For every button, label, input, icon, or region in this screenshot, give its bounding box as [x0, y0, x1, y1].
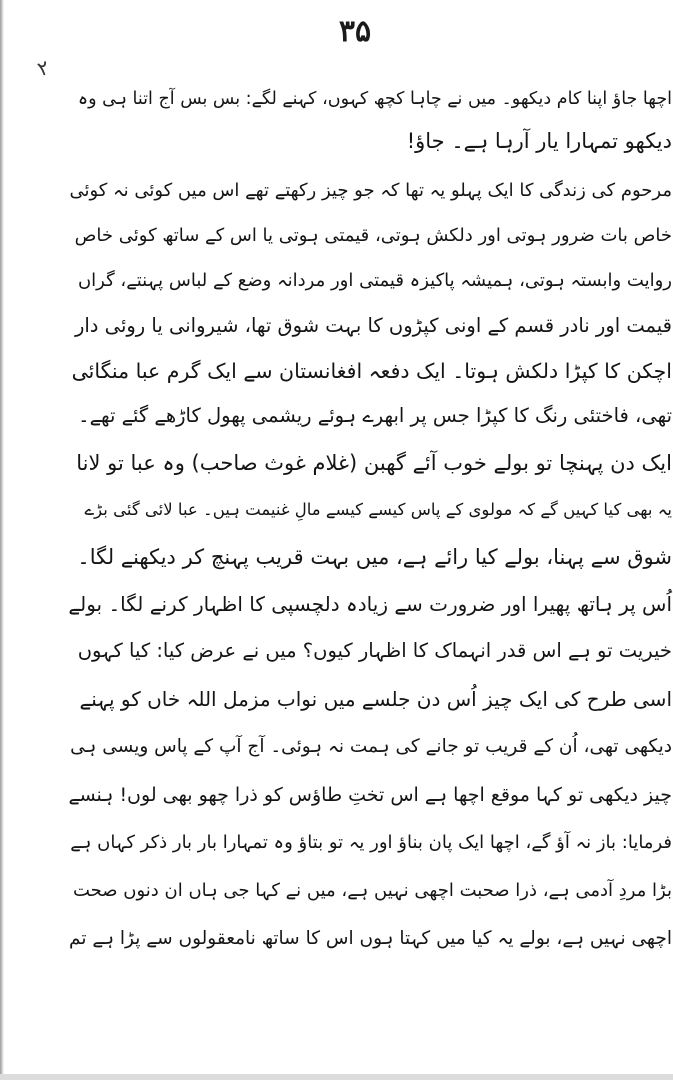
- scan-bottom-edge: [0, 1074, 673, 1080]
- text-line-14: اسی طرح کی ایک چیز اُس دن جلسے میں نواب مزمل اللہ خاں کو پہنے: [79, 687, 672, 711]
- text-line-1: اچھا جاؤ اپنا کام دیکھو۔ میں نے چاہا کچھ کہوں، کہنے لگے: بس بس آج اتنا ہی وہ: [77, 89, 672, 109]
- text-line-13: خیریت تو ہے اس قدر انہماک کا اظہار کیوں؟ میں نے عرض کیا: کیا کہوں: [77, 639, 672, 662]
- page-number: ۳۵: [338, 14, 372, 49]
- text-line-4: خاص بات ضرور ہوتی اور دلکش ہوتی، قیمتی ہوتی یا اس کے ساتھ کوئی خاص: [74, 225, 672, 246]
- text-line-15: دیکھی تھی، اُن کے قریب تو جانے کی ہمت نہ ہوئی۔ آج آپ کے پاس ویسی ہی: [70, 736, 672, 757]
- text-line-19: اچھی نہیں ہے، بولے یہ کیا میں کہتا ہوں اس کا ساتھ نامعقولوں سے پڑا ہے تم: [69, 928, 672, 949]
- text-line-18: بڑا مردِ آدمی ہے، ذرا صحبت اچھی نہیں ہے، میں نے کہا جی ہاں ان دنوں صحت: [72, 880, 672, 901]
- text-line-7: اچکن کا کپڑا دلکش ہوتا۔ ایک دفعہ افغانستان سے ایک گرم عبا منگائی: [71, 359, 672, 383]
- text-line-6: قیمت اور نادر قسم کے اونی کپڑوں کا بہت شوق تھا، شیروانی یا روئی دار: [74, 314, 672, 337]
- text-line-17: فرمایا: باز نہ آؤ گے، اچھا ایک پان بناؤ اور یہ تو بتاؤ وہ تمہارا بار بار ذکر کہاں ہے: [70, 832, 672, 853]
- text-line-9: ایک دن پہنچا تو بولے خوب آئے گھبن (غلام غوث صاحب) وہ عبا تو لانا: [76, 451, 672, 475]
- text-line-2: دیکھو تمہارا یار آرہا ہے۔ جاؤ!: [406, 129, 672, 153]
- text-line-10: یہ بھی کیا کہیں گے کہ مولوی کے پاس کیسے کیسے مالِ غنیمت ہیں۔ عبا لائی گئی بڑے: [84, 500, 672, 519]
- text-line-3: مرحوم کی زندگی کا ایک پہلو یہ تھا کہ جو چیز رکھتے تھے اس میں کوئی نہ کوئی: [69, 180, 672, 201]
- text-line-8: تھی، فاختئی رنگ کا کپڑا جس پر ابھرے ہوئے ریشمی پھول کاڑھے گئے تھے۔: [78, 404, 672, 427]
- text-line-16: چیز دیکھی تو کہا موقع اچھا ہے اس تختِ طاؤس کو ذرا چھو بھی لوں! ہنسے: [68, 784, 672, 806]
- text-line-5: روایت وابستہ ہوتی، ہمیشہ پاکیزہ قیمتی اور مردانہ وضع کے لباس پہنتے، گراں: [77, 270, 672, 291]
- margin-mark: ۲: [34, 54, 53, 82]
- text-line-11: شوق سے پہنا، بولے کیا رائے ہے، میں بہت قریب پہنچ کر دیکھنے لگا۔: [77, 545, 672, 569]
- scan-edge: [0, 0, 4, 1080]
- text-line-12: اُس پر ہاتھ پھیرا اور ضرورت سے زیادہ دلچسپی کا اظہار کرنے لگا۔ بولے: [68, 592, 672, 616]
